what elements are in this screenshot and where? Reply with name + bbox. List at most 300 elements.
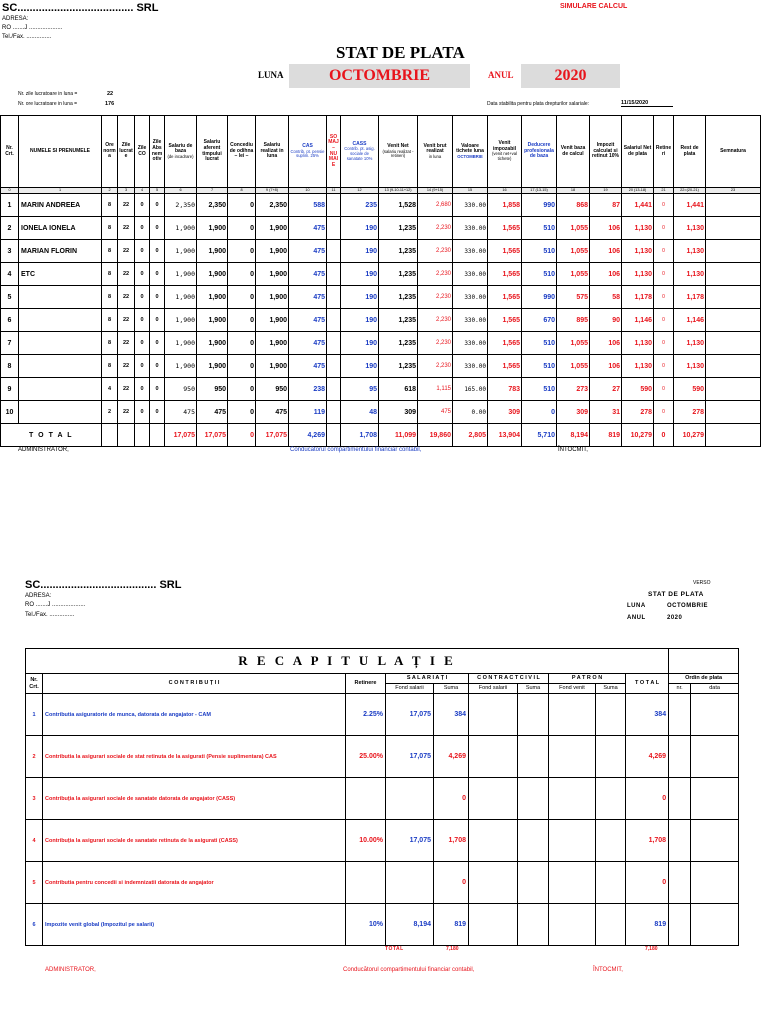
registration-number: RO .......J .................... [25, 602, 86, 608]
month-value: OCTOMBRIE [289, 64, 470, 88]
row-number: 9 [1, 378, 19, 401]
payroll-cell: 190 [341, 240, 379, 263]
payroll-cell: 1,055 [557, 240, 590, 263]
payroll-cell: 1,858 [488, 194, 522, 217]
payroll-cell: 990 [522, 194, 557, 217]
payroll-header-cell [522, 116, 557, 188]
payroll-cell: 0 [654, 286, 674, 309]
payroll-cell: 1,178 [622, 286, 654, 309]
row-number: 4 [26, 820, 43, 862]
recap-cell: 4,269 [626, 736, 669, 778]
payroll-cell: 475 [197, 401, 228, 424]
payroll-cell: 8 [102, 240, 118, 263]
recap-cell [469, 694, 518, 736]
payroll-header-label: Venit impozabil [492, 140, 517, 152]
employee-name: MARIAN FLORIN [19, 240, 102, 263]
recap-cell: 17,075 [386, 820, 434, 862]
payroll-cell: 1,565 [488, 355, 522, 378]
payroll-cell: 0 [522, 401, 557, 424]
recap-cell [469, 820, 518, 862]
finance-head-signature-label: Conducătorul compartimentului financiar contabil, [343, 967, 475, 973]
row-number: 5 [1, 286, 19, 309]
payroll-header-cell [379, 116, 418, 188]
payroll-cell: 1,235 [379, 355, 418, 378]
payroll-cell: 588 [289, 194, 327, 217]
recap-cell [669, 694, 691, 736]
payroll-cell: 8 [102, 217, 118, 240]
payroll-cell: 309 [379, 401, 418, 424]
payroll-cell: 8 [102, 194, 118, 217]
header-retinere: Retinere [346, 674, 386, 694]
payroll-cell: 106 [590, 217, 622, 240]
column-number: 7 [197, 188, 228, 194]
recap-cell: 1,708 [434, 820, 469, 862]
payroll-cell: 330.00 [453, 355, 488, 378]
payroll-cell: 618 [379, 378, 418, 401]
payroll-cell: 330.00 [453, 240, 488, 263]
payroll-cell [706, 194, 761, 217]
total-cell: 8,194 [557, 424, 590, 447]
payroll-cell: 8 [102, 332, 118, 355]
payroll-cell: 0 [150, 194, 165, 217]
payroll-cell: 165.00 [453, 378, 488, 401]
payroll-cell: 106 [590, 240, 622, 263]
payroll-cell: 22 [118, 240, 135, 263]
subheader-fond-venit: Fond venit [549, 684, 596, 694]
payroll-cell: 1,130 [622, 240, 654, 263]
payroll-cell: 1,130 [622, 263, 654, 286]
total-cell: 17,075 [197, 424, 228, 447]
administrator-signature-label: ADMINISTRATOR, [45, 967, 96, 973]
payroll-cell: 1,900 [197, 263, 228, 286]
column-number: 18 [557, 188, 590, 194]
contribution-label: Contribuția la asigurari sociale de sanatate datorata de angajator (CASS) [43, 778, 346, 820]
payroll-cell: 1,900 [256, 332, 289, 355]
recap-total-total: 7,180 [645, 946, 658, 952]
payroll-header-cell [327, 116, 341, 188]
payroll-header-label: Valoare tichete luna [456, 142, 484, 155]
payroll-cell: 235 [341, 194, 379, 217]
payroll-cell: 87 [590, 194, 622, 217]
recap-cell [691, 694, 739, 736]
payroll-header-sublabel: (venit net+val tichete) [491, 151, 518, 162]
recap-cell [518, 736, 549, 778]
payroll-header-label: Venit Net [387, 143, 409, 149]
total-cell: 17,075 [165, 424, 197, 447]
payroll-header-cell [197, 116, 228, 188]
payroll-cell: 0 [135, 355, 150, 378]
payroll-cell: 8 [102, 263, 118, 286]
payroll-cell: 0 [228, 194, 256, 217]
column-number: 19 [590, 188, 622, 194]
payroll-header-label: Impozit calculat si retinut 10% [592, 142, 619, 160]
payroll-cell: 1,235 [379, 332, 418, 355]
recap-cell [346, 778, 386, 820]
total-cell: 13,904 [488, 424, 522, 447]
payroll-cell: 0 [150, 332, 165, 355]
recap-cell [549, 736, 596, 778]
recap-cell: 17,075 [386, 736, 434, 778]
payroll-header-cell [165, 116, 197, 188]
payroll-cell: 48 [341, 401, 379, 424]
payroll-cell: 0 [228, 355, 256, 378]
payroll-cell: 1,055 [557, 355, 590, 378]
payroll-cell: 1,055 [557, 332, 590, 355]
payroll-cell: 783 [488, 378, 522, 401]
payroll-cell: 0 [135, 286, 150, 309]
recap-cell: 819 [626, 904, 669, 946]
payroll-header-cell [135, 116, 150, 188]
total-cell [706, 424, 761, 447]
verso-label: VERSO [693, 580, 711, 586]
payroll-cell: 106 [590, 355, 622, 378]
payroll-cell: 475 [289, 286, 327, 309]
recap-cell: 0 [434, 862, 469, 904]
working-hours-value: 176 [105, 101, 115, 107]
recap-cell: 8,194 [386, 904, 434, 946]
recap-cell [549, 820, 596, 862]
verso-title: STAT DE PLATA [648, 591, 704, 598]
row-number: 1 [1, 194, 19, 217]
payroll-cell: 22 [118, 194, 135, 217]
table-row [1, 263, 761, 286]
header-total: T O T A L [626, 674, 669, 694]
payroll-cell: 1,130 [674, 217, 706, 240]
employee-name [19, 286, 102, 309]
recap-cell: 1,708 [626, 820, 669, 862]
employee-name [19, 378, 102, 401]
payroll-cell [327, 240, 341, 263]
recap-cell [669, 820, 691, 862]
payroll-cell: 1,235 [379, 263, 418, 286]
payroll-header-label: Salariul Net de plata [623, 144, 652, 157]
payroll-cell: 1,900 [256, 263, 289, 286]
payroll-cell: 0 [135, 263, 150, 286]
payroll-cell: 1,441 [622, 194, 654, 217]
recap-cell: 0 [626, 862, 669, 904]
payroll-cell: 1,235 [379, 286, 418, 309]
payroll-cell: 0 [135, 240, 150, 263]
payroll-cell: 0 [228, 332, 256, 355]
payroll-cell: 0 [228, 263, 256, 286]
payroll-cell: 22 [118, 309, 135, 332]
total-cell [118, 424, 135, 447]
payroll-header-sublabel: OCTOMBRIE [457, 153, 483, 159]
payroll-cell: 1,565 [488, 240, 522, 263]
payroll-cell: 950 [197, 378, 228, 401]
payroll-cell: 190 [341, 332, 379, 355]
payroll-cell: 1,900 [197, 240, 228, 263]
row-number: 7 [1, 332, 19, 355]
payroll-cell: 278 [622, 401, 654, 424]
payroll-cell: 0 [150, 378, 165, 401]
recap-cell [691, 736, 739, 778]
payroll-cell: 0 [135, 194, 150, 217]
table-row [1, 217, 761, 240]
recap-cell [549, 694, 596, 736]
payroll-cell: 0 [228, 309, 256, 332]
recap-cell [518, 778, 549, 820]
column-number: 23 [706, 188, 761, 194]
recap-cell [669, 904, 691, 946]
table-row [26, 778, 739, 820]
contribution-label: Contributia asiguratorie de munca, datorata de angajator - CAM [43, 694, 346, 736]
payroll-header-label: Salariu de baza [168, 142, 193, 155]
payroll-header-label: NUMELE SI PRENUMELE [29, 147, 90, 154]
payroll-cell: 22 [118, 378, 135, 401]
payroll-cell: 190 [341, 355, 379, 378]
prepared-by-label: ÎNTOCMIT, [593, 967, 623, 973]
recap-cell [669, 862, 691, 904]
total-cell: 10,279 [674, 424, 706, 447]
payroll-header-cell [418, 116, 453, 188]
payroll-cell: 1,565 [488, 286, 522, 309]
employee-name [19, 332, 102, 355]
payroll-cell: 0 [135, 378, 150, 401]
header-contributii: C O N T R I B U Ț I I [43, 674, 346, 694]
payroll-cell: 22 [118, 286, 135, 309]
payroll-cell: 330.00 [453, 309, 488, 332]
payroll-cell: 1,900 [197, 332, 228, 355]
payroll-cell [706, 217, 761, 240]
payroll-cell: 2,230 [418, 286, 453, 309]
payroll-cell: 8 [102, 309, 118, 332]
payroll-cell: 0 [654, 263, 674, 286]
payroll-cell: 0 [135, 332, 150, 355]
payroll-header-label: Deducere profesionala de baza [524, 142, 554, 160]
payroll-header-label: Zile CO [137, 144, 147, 157]
payroll-header-label: Concediu de odihna – lei – [229, 142, 254, 160]
payroll-cell: 1,146 [674, 309, 706, 332]
recap-cell [691, 862, 739, 904]
payroll-cell: 22 [118, 332, 135, 355]
total-cell: 0 [654, 424, 674, 447]
page-title: STAT DE PLATA [336, 43, 465, 62]
total-cell [135, 424, 150, 447]
payroll-cell: 1,565 [488, 263, 522, 286]
phone-fax: Tel./Fax. ............... [2, 34, 52, 40]
payroll-cell: 1,441 [674, 194, 706, 217]
recap-cell [518, 820, 549, 862]
recap-cell [469, 862, 518, 904]
payroll-cell: 0 [654, 217, 674, 240]
payroll-cell: 475 [256, 401, 289, 424]
payroll-cell: 1,130 [622, 332, 654, 355]
payroll-cell: 0 [150, 309, 165, 332]
payroll-cell: 0 [654, 355, 674, 378]
payroll-cell: 190 [341, 263, 379, 286]
column-number: 21 [654, 188, 674, 194]
payroll-cell: 1,565 [488, 217, 522, 240]
payroll-header-label: Ore norma [103, 142, 116, 160]
table-row [26, 736, 739, 778]
payroll-cell: 510 [522, 355, 557, 378]
row-number: 2 [26, 736, 43, 778]
payroll-cell: 0 [654, 309, 674, 332]
payroll-cell: 106 [590, 263, 622, 286]
payroll-cell: 330.00 [453, 194, 488, 217]
table-row [26, 862, 739, 904]
recap-cell [691, 778, 739, 820]
payroll-cell: 1,900 [197, 309, 228, 332]
address-label: ADRESA: [2, 16, 29, 22]
payroll-cell: 475 [289, 332, 327, 355]
payroll-cell: 1,900 [165, 263, 197, 286]
payroll-cell: 1,900 [197, 217, 228, 240]
payroll-cell: 95 [341, 378, 379, 401]
employee-name [19, 355, 102, 378]
payroll-cell: 475 [289, 240, 327, 263]
recap-cell [691, 820, 739, 862]
month-label: LUNA [258, 70, 284, 80]
payroll-header-label: Retineri [655, 144, 672, 157]
payroll-cell: 309 [557, 401, 590, 424]
payroll-header-sublabel: (de incadrare) [167, 153, 194, 159]
payroll-cell: 1,146 [622, 309, 654, 332]
payroll-cell: 2,230 [418, 263, 453, 286]
payroll-cell: 1,130 [674, 263, 706, 286]
payroll-cell: 1,900 [256, 240, 289, 263]
payroll-cell: 2,680 [418, 194, 453, 217]
table-row [1, 309, 761, 332]
recap-cell: 2.25% [346, 694, 386, 736]
phone-fax: Tel./Fax. ............... [25, 612, 75, 618]
contribution-label: Contribuția la asigurari sociale de sanatate retinuta de la asigurati (CASS) [43, 820, 346, 862]
table-row [26, 694, 739, 736]
payroll-cell: 2,350 [197, 194, 228, 217]
row-number: 2 [1, 217, 19, 240]
payroll-header-cell [256, 116, 289, 188]
payroll-cell: 90 [590, 309, 622, 332]
year-value: 2020 [521, 64, 620, 88]
employee-name [19, 309, 102, 332]
payroll-cell: 475 [289, 309, 327, 332]
administrator-signature-label: ADMINISTRATOR, [18, 447, 69, 453]
payroll-cell: 895 [557, 309, 590, 332]
payroll-cell [327, 378, 341, 401]
payroll-cell: 1,900 [165, 286, 197, 309]
payroll-header-cell [654, 116, 674, 188]
payroll-cell: 0 [228, 240, 256, 263]
employee-name: IONELA IONELA [19, 217, 102, 240]
payroll-cell: 510 [522, 263, 557, 286]
payroll-header-cell [706, 116, 761, 188]
column-number: 3 [118, 188, 135, 194]
payroll-header-label: Venit brut realizat [423, 142, 447, 155]
payroll-cell: 1,528 [379, 194, 418, 217]
payroll-header-cell [453, 116, 488, 188]
payroll-cell [706, 286, 761, 309]
recap-cell: 384 [626, 694, 669, 736]
payroll-cell: 8 [102, 355, 118, 378]
payroll-cell: 31 [590, 401, 622, 424]
payroll-cell [706, 378, 761, 401]
column-number: 2 [102, 188, 118, 194]
payroll-cell: 273 [557, 378, 590, 401]
payroll-header-sublabel: Contrib. pt. asig. sociale de sanatate 10% [344, 146, 375, 161]
row-number: 6 [1, 309, 19, 332]
payroll-header-label: Rest de plata [680, 144, 699, 157]
recap-cell: 10% [346, 904, 386, 946]
subheader-suma: Suma [434, 684, 469, 694]
contribution-label: Contributia la asigurari sociale de stat retinuta de la asigurati (Pensie suplimentara) CAS [43, 736, 346, 778]
payroll-cell: 1,130 [674, 332, 706, 355]
payroll-cell: 1,900 [165, 309, 197, 332]
payroll-cell [327, 401, 341, 424]
employee-name: MARIN ANDREEA [19, 194, 102, 217]
table-row [1, 401, 761, 424]
payroll-cell: 670 [522, 309, 557, 332]
column-number: 6 [165, 188, 197, 194]
column-number: 13 (9-10-11+12) [379, 188, 418, 194]
payroll-header-label: CASS [352, 140, 367, 147]
recap-cell [596, 694, 626, 736]
payroll-cell: 990 [522, 286, 557, 309]
subheader-data: data [691, 684, 739, 694]
working-hours-label: Nr. ore lucratoare in luna = [18, 101, 78, 107]
recap-cell: 0 [434, 778, 469, 820]
contribution-label: Impozite venit global (Impozitul pe salarii) [43, 904, 346, 946]
payroll-header-row [1, 116, 761, 188]
payroll-cell: 950 [256, 378, 289, 401]
payroll-cell: 0 [654, 240, 674, 263]
total-cell: 17,075 [256, 424, 289, 447]
payroll-cell: 278 [674, 401, 706, 424]
column-number: 8 [228, 188, 256, 194]
payroll-cell: 475 [289, 263, 327, 286]
payroll-cell: 1,130 [674, 240, 706, 263]
recap-cell: 819 [434, 904, 469, 946]
payroll-cell: 1,900 [197, 355, 228, 378]
column-number: 5 [150, 188, 165, 194]
payroll-header-sublabel: Contrib. pt. pensie suplim. 25% [290, 148, 325, 159]
recap-title: R E C A P I T U L A Ț I E [26, 649, 669, 674]
recap-total-suma: 7,180 [446, 946, 459, 952]
payroll-header-label: Zile lucrate [119, 142, 133, 160]
total-cell: 1,708 [341, 424, 379, 447]
payment-date-value: 11/15/2020 [621, 100, 673, 107]
payroll-cell: 330.00 [453, 217, 488, 240]
recap-cell: 25.00% [346, 736, 386, 778]
payroll-cell: 868 [557, 194, 590, 217]
payroll-cell: 190 [341, 286, 379, 309]
table-row [26, 904, 739, 946]
total-cell: 19,860 [418, 424, 453, 447]
total-cell [102, 424, 118, 447]
recap-title-blank [669, 649, 739, 674]
payroll-cell: 1,900 [165, 240, 197, 263]
recap-cell [669, 778, 691, 820]
payroll-cell [327, 309, 341, 332]
payroll-cell: 2,350 [256, 194, 289, 217]
payroll-cell [327, 332, 341, 355]
payroll-header-cell [102, 116, 118, 188]
recap-cell [596, 820, 626, 862]
recap-cell: 0 [626, 778, 669, 820]
column-number: 20 (13-18) [622, 188, 654, 194]
payroll-cell: 0 [228, 378, 256, 401]
payroll-cell: 0 [135, 309, 150, 332]
total-cell [150, 424, 165, 447]
payroll-cell: 0 [150, 286, 165, 309]
payroll-cell: 330.00 [453, 332, 488, 355]
recap-cell [549, 778, 596, 820]
column-number: 1 [19, 188, 102, 194]
table-row [1, 332, 761, 355]
payroll-cell: 475 [418, 401, 453, 424]
column-number: 10 [289, 188, 327, 194]
payroll-cell: 2,230 [418, 217, 453, 240]
